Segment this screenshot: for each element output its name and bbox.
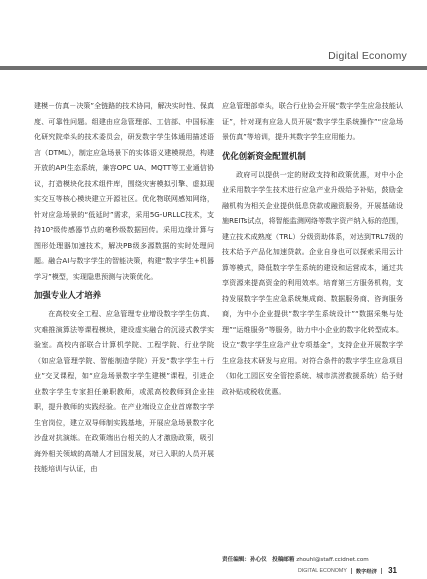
body-paragraph: 建模－仿真－决策”全链路的技术协同，解决实时性、保真度、可靠性问题。组建由应急管理部、工信部、中国标准化研究院牵头的技术委员会，研发数字学生体通用描述语言（DTML），制定应急场景下的实体语义建模规范，构建开放的API生态系统，兼容OPC UA、MQTT等工业通信协议，打造模块化技术组件库，围绕灾害模拟引擎、虚拟现实交互等核心模块建立开源社区。优化物联网感知网络，针对应急场景的“低延时”需求，采用5G-URLLC技术，支持10³级传感器节点的毫秒级数据回传。采用边缘计算与图形处理器加速技术，解决PB级多源数据的实时处理问题。融合AI与数字学生的智能决策，构建“数字学生+机器学习”模型，实现隐患预测与决策优化。	[34, 101, 214, 281]
right-column	[222, 98, 403, 399]
body-paragraph: 应急管理部牵头，联合行业协会开展“数字学生应急技能认证”，针对现有应急人员开展“数字学生系统操作”“应急场景仿真”等培训，提升其数字学生应用能力。	[222, 101, 403, 141]
magazine-name-cn: 数字经济	[355, 568, 378, 575]
footer-separator	[351, 568, 352, 574]
page-footer	[298, 566, 397, 575]
left-column	[34, 98, 214, 477]
page-number: 31	[388, 566, 397, 575]
contact-email: zhouhl@staff.ccidnet.com	[296, 557, 369, 563]
editor-credit	[222, 555, 408, 563]
email-label: 投稿邮箱	[272, 557, 295, 563]
editor-label: 责任编辑：孙心仪	[222, 557, 267, 563]
header-divider	[0, 66, 427, 70]
section-heading-talent: 加强专业人才培养	[34, 290, 101, 300]
magazine-name-en: DIGITAL ECONOMY	[298, 567, 347, 574]
body-paragraph: 政府可以提供一定的财政支持和政策优惠，对中小企业采用数字学生技术进行应急产业升级给予补贴，鼓励金融机构为相关企业提供低息贷款或融资服务，开展基础设施REITs试点，将智能监测网络等数字资产纳入标的范围，建立技术成熟度（TRL）分级资助体系，对达到TRL7级的技术给予产品化加速贷款。企业自身也可以探索采用云计算等模式，降低数字学生系统的建设和运营成本，通过共享资源来提高资金的利用效率。培育第三方服务机构，支持发展数字学生应急系统集成商、数据服务商、咨询服务商，为中小企业提供“数字学生系统设计”“数据采集与处理”“运维服务”等服务，助力中小企业的数字化转型成本。设立“数字学生应急产业专项基金”，支持企业开展数字学生应急技术研发与应用。对符合条件的数字学生应急项目（如化工园区安全管控系统、城市洪涝救援系统）给予财政补贴或税收优惠。	[222, 169, 403, 396]
body-paragraph: 在高校安全工程、应急管理专业增设数字学生仿真、灾难推演算法等课程模块，建设虚实融合的沉浸式教学实验室。高校内部联合计算机学院、工程学院、行业学院（如应急管理学院、智能制造学院）开发“数字学生＋行业”交叉课程，如“应急场景数字学生建模”课程，引进企业数字学生专家担任兼职教师，或派高校教师到企业挂职，提升教师的实践经验。在产业端设立企业首席数字学生官岗位，建立双导师制实践基地，开展应急场景数字化沙盘对抗演练。在政策端出台相关的人才激励政策，吸引海外相关领域的高端人才回国发展，对已入职的人员开展技能培训与认证，由	[34, 309, 214, 473]
section-header-title: Digital Economy	[328, 50, 407, 62]
footer-separator	[381, 568, 382, 574]
section-heading-funding: 优化创新资金配置机制	[222, 150, 306, 161]
